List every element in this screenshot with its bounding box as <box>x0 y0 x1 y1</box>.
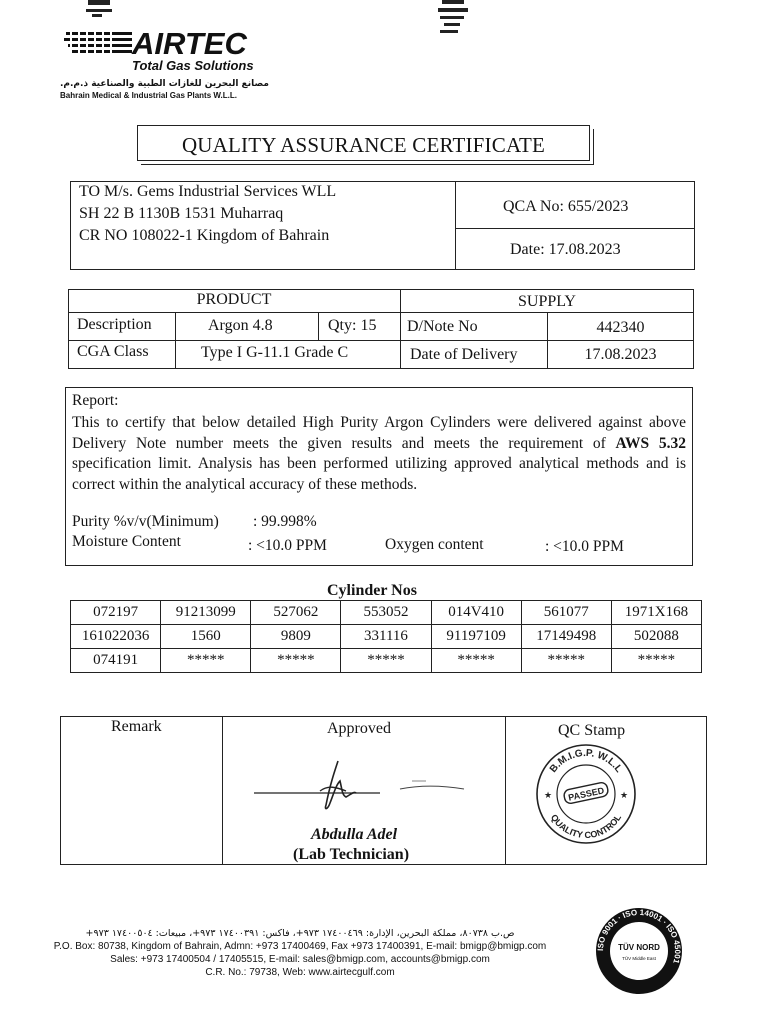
oxygen-label: Oxygen content <box>385 536 484 553</box>
qc-stamp-label: QC Stamp <box>558 722 626 739</box>
company-name-arabic: مصانع البحرين للغازات الطبية والصناعية ذ.م.م. <box>60 79 269 89</box>
recipient-line3: CR NO 108022-1 Kingdom of Bahrain <box>79 227 330 244</box>
table-row <box>71 625 702 649</box>
report-body <box>72 413 686 495</box>
purity-label: Purity %v/v(Minimum) <box>72 513 219 530</box>
table-cell: 17149498 <box>521 625 611 649</box>
table-cell: 161022036 <box>71 625 161 649</box>
table-cell: ***** <box>431 649 521 673</box>
brand-tagline: Total Gas Solutions <box>132 58 254 73</box>
document-title: QUALITY ASSURANCE CERTIFICATE <box>181 133 546 157</box>
table-cell: ***** <box>251 649 341 673</box>
ps-col-divider-qty <box>318 312 319 340</box>
table-cell: 561077 <box>521 601 611 625</box>
report-text-after: specification limit. Analysis has been performed utilizing approved analytical methods and is correct within the analytical accuracy of these methods. <box>72 455 686 493</box>
table-cell: 91197109 <box>431 625 521 649</box>
footer-line2: Sales: +973 17400504 / 17405515, E-mail: sales@bmigp.com, accounts@bmigp.com <box>110 954 490 965</box>
table-cell: ***** <box>611 649 701 673</box>
table-cell: 527062 <box>251 601 341 625</box>
dnote-value: 442340 <box>596 319 645 336</box>
delivery-value: 17.08.2023 <box>584 346 657 363</box>
signature-icon <box>250 755 480 815</box>
qca-divider <box>455 228 695 229</box>
recipient-line2: SH 22 B 1130B 1531 Muharraq <box>79 205 284 222</box>
recipient-divider <box>455 181 456 270</box>
recipient-line1: TO M/s. Gems Industrial Services WLL <box>79 183 337 200</box>
title-box <box>137 125 590 161</box>
approved-label: Approved <box>327 720 391 737</box>
report-standard: AWS 5.32 <box>615 434 686 452</box>
footer-line3: C.R. No.: 79738, Web: www.airtecgulf.com <box>205 967 395 978</box>
stamp-top-text: B.M.I.G.P. W.L.L <box>547 747 625 775</box>
table-cell: 072197 <box>71 601 161 625</box>
report-text-before: This to certify that below detailed High Purity Argon Cylinders were delivered against above Delivery Note number meets the given results and meets the requirement of <box>72 414 686 452</box>
badge-mid-text: TÜV Middle East <box>622 956 656 961</box>
supply-header: SUPPLY <box>518 293 576 310</box>
brand-name: AIRTEC <box>132 26 247 61</box>
logo-speed-lines-icon <box>62 30 137 56</box>
table-cell: 502088 <box>611 625 701 649</box>
signoff-divider-2 <box>505 716 506 865</box>
table-cell: 553052 <box>341 601 431 625</box>
cga-value: Type I G-11.1 Grade C <box>201 344 349 361</box>
ps-row-line-1 <box>68 312 694 313</box>
signatory-name: Abdulla Adel <box>311 826 398 843</box>
signatory-role: (Lab Technician) <box>293 846 410 863</box>
oxygen-value: : <10.0 PPM <box>545 538 624 555</box>
table-cell: ***** <box>161 649 251 673</box>
company-logo <box>62 26 262 76</box>
footer-line1: P.O. Box: 80738, Kingdom of Bahrain, Admn: +973 17400469, Fax +973 17400391, E-mail: bmigp@bmigp.com <box>53 941 547 952</box>
badge-ring-text: ISO 9001 · ISO 14001 · ISO 45001 <box>595 907 683 965</box>
product-header: PRODUCT <box>196 291 272 308</box>
badge-top-text: TÜV NORD <box>618 943 660 952</box>
tuv-iso-certification-icon <box>594 906 684 996</box>
signoff-divider-1 <box>222 716 223 865</box>
table-cell: 9809 <box>251 625 341 649</box>
ps-row-line-2 <box>68 340 694 341</box>
table-cell: 1971X168 <box>611 601 701 625</box>
delivery-label: Date of Delivery <box>410 346 518 363</box>
cylinder-table <box>70 600 702 673</box>
purity-value: : 99.998% <box>253 513 317 530</box>
table-cell: 074191 <box>71 649 161 673</box>
description-value: Argon 4.8 <box>208 317 273 334</box>
table-cell: 331116 <box>341 625 431 649</box>
table-row <box>71 601 702 625</box>
moisture-label: Moisture Content <box>72 533 181 550</box>
qca-date: Date: 17.08.2023 <box>510 241 621 258</box>
svg-text:★: ★ <box>544 790 553 800</box>
table-row <box>71 649 702 673</box>
company-name-english: Bahrain Medical & Industrial Gas Plants W.L.L. <box>60 91 237 100</box>
table-cell: 91213099 <box>161 601 251 625</box>
qc-passed-stamp-icon <box>534 742 638 846</box>
qca-number: QCA No: 655/2023 <box>503 198 629 215</box>
table-cell: ***** <box>521 649 611 673</box>
qty-value: Qty: 15 <box>328 317 377 334</box>
dnote-label: D/Note No <box>407 318 478 335</box>
table-cell: ***** <box>341 649 431 673</box>
moisture-value: : <10.0 PPM <box>248 537 327 554</box>
cylinders-heading: Cylinder Nos <box>327 582 417 599</box>
description-label: Description <box>77 316 152 333</box>
remark-label: Remark <box>111 718 162 735</box>
table-cell: 014V410 <box>431 601 521 625</box>
report-heading: Report: <box>72 392 119 409</box>
stamp-bottom-text: QUALITY CONTROL <box>548 812 624 841</box>
cga-label: CGA Class <box>77 343 149 360</box>
ps-col-divider-1 <box>175 312 176 369</box>
table-cell: 1560 <box>161 625 251 649</box>
stamp-passed-text: PASSED <box>567 785 606 803</box>
footer-arabic: ص.ب ٨٠٧٣٨، مملكة البحرين، الإدارة: ١٧٤٠٠٤٦٩ ٩٧٣+، فاكس: ١٧٤٠٠٣٩١ ٩٧٣+، مبيعات: ١٧٤٠٠٥٠٤ ٩٧٣+ <box>85 928 515 939</box>
svg-text:★: ★ <box>620 790 629 800</box>
